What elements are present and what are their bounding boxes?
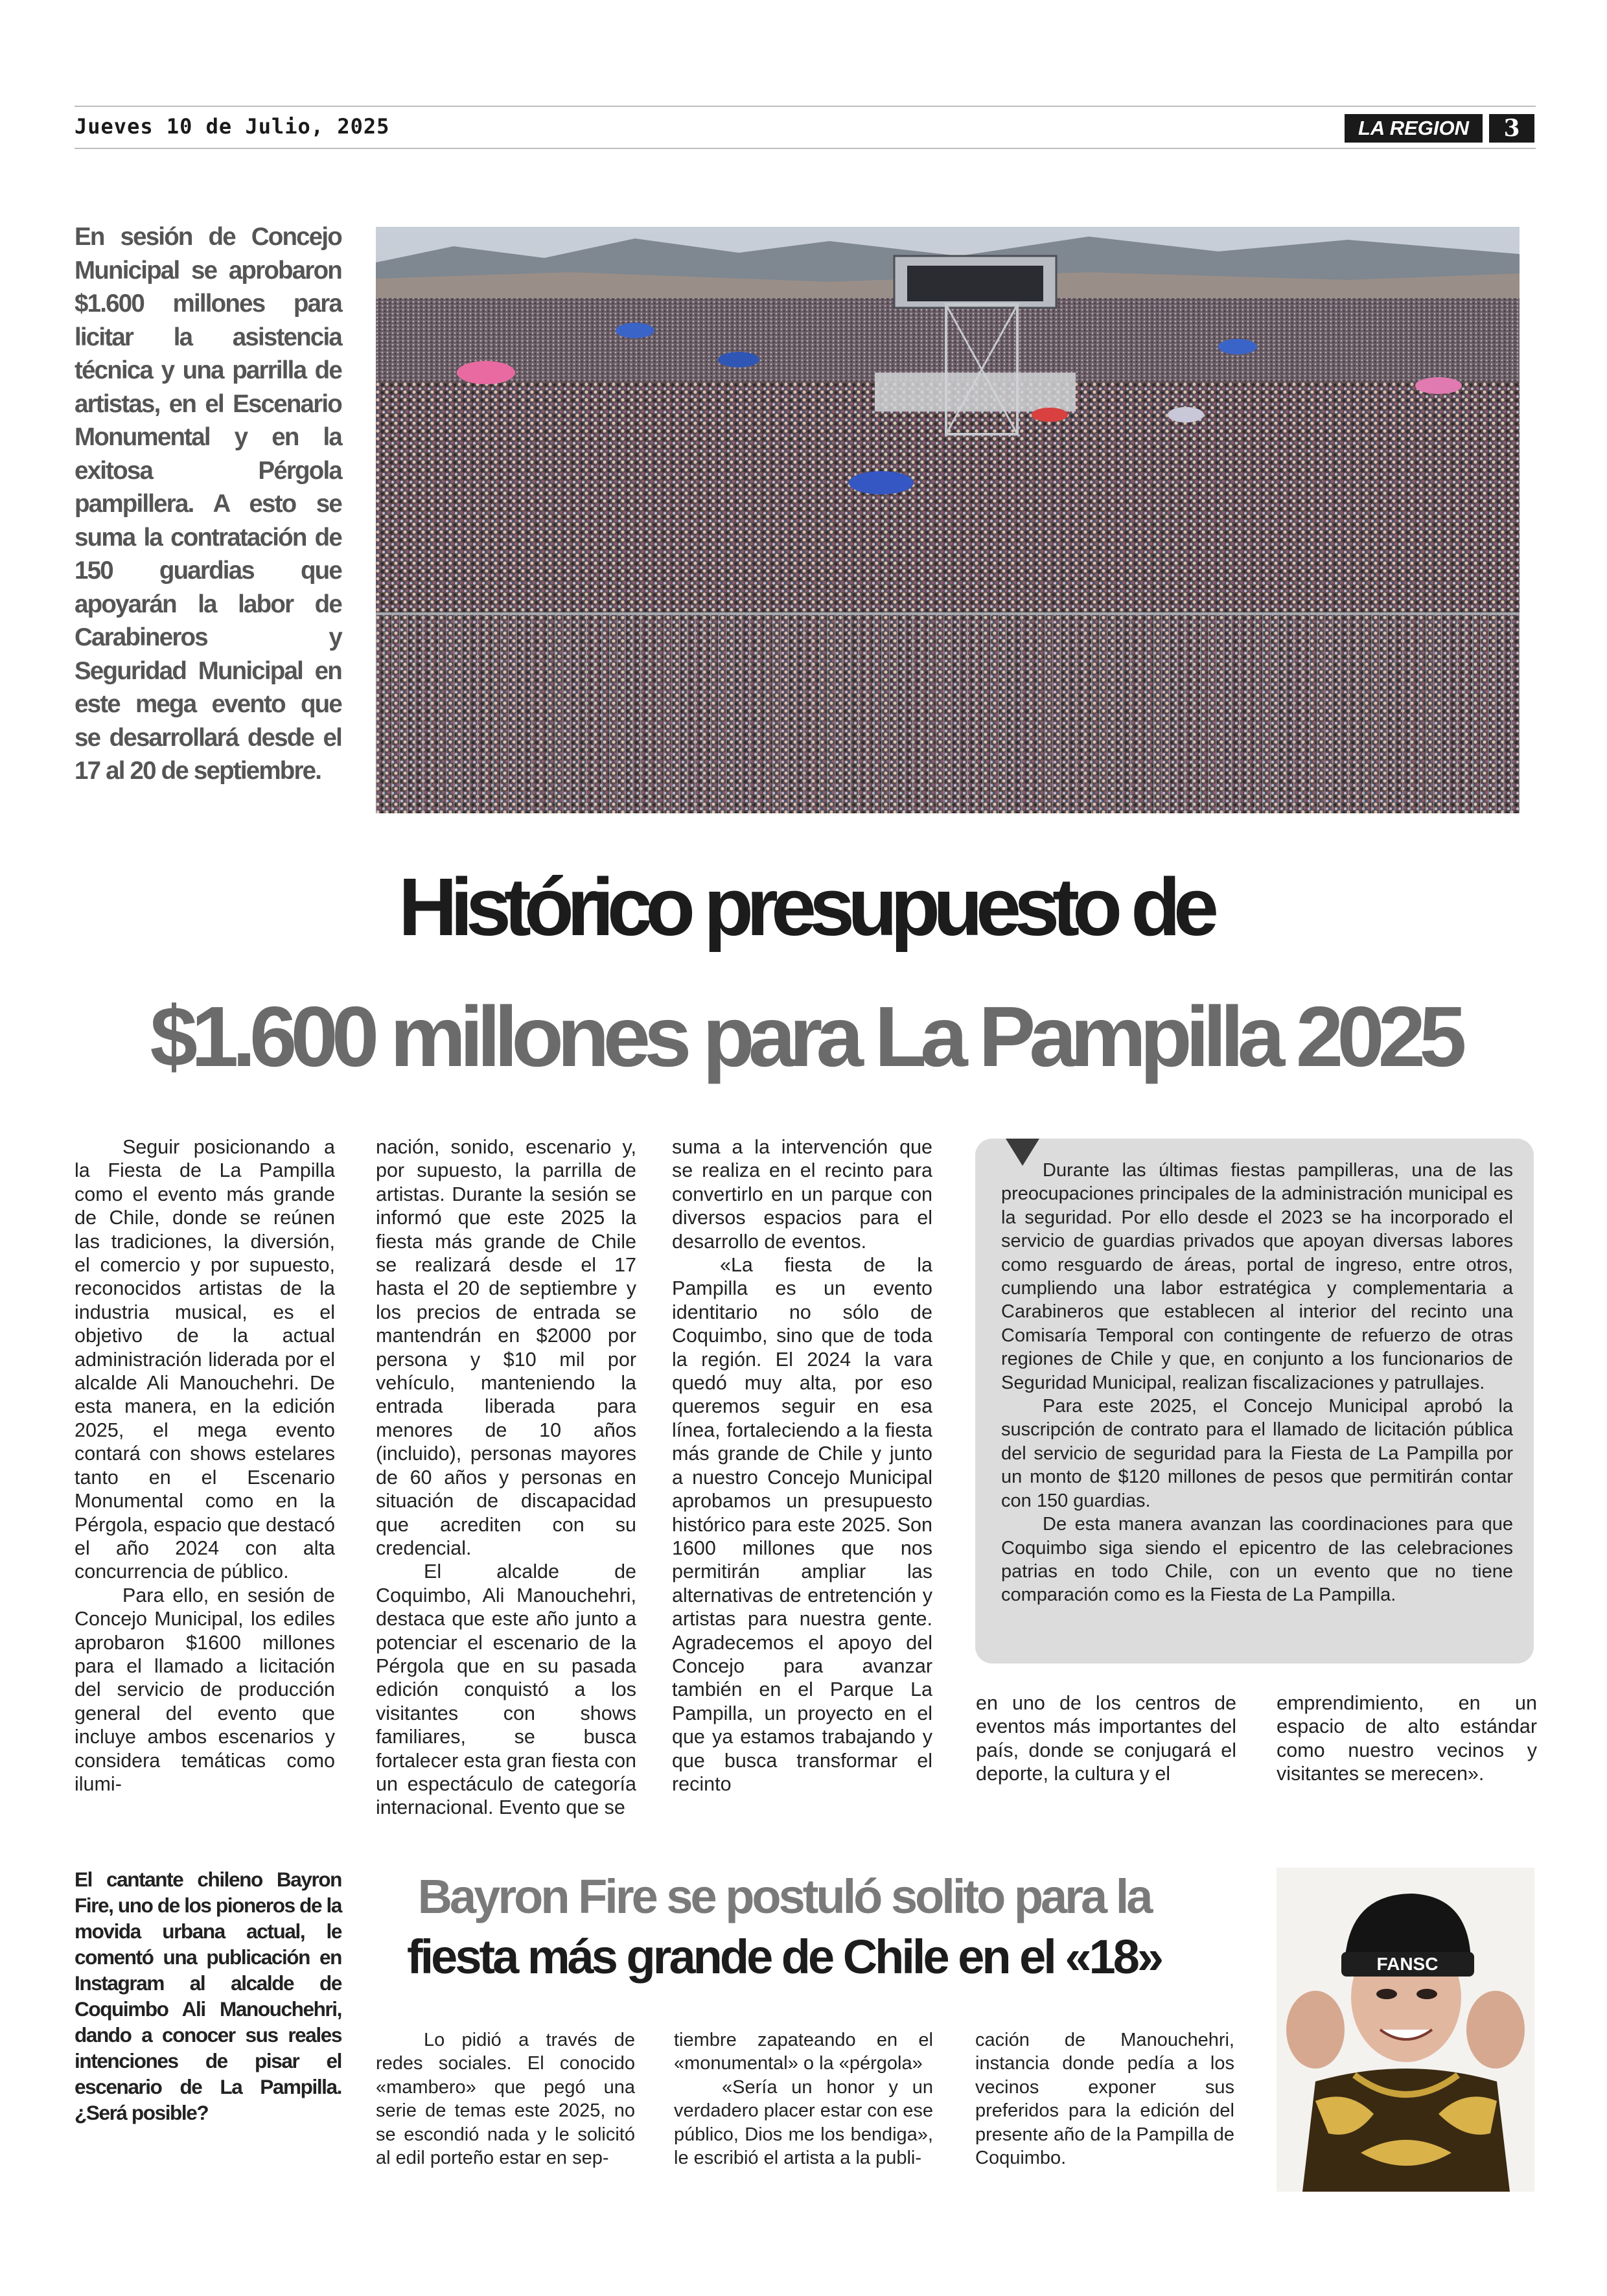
story1-lead: En sesión de Concejo Municipal se aprobaron $1.600 millones para licitar la asistencia técnica y una parrilla de artistas, en el Escenario Monumental y en la exitosa Pérgola pampillera. A esto se suma la contratación de 150 guardias que apoyarán la labor de Carabineros y Seguridad Municipal en este mega evento que se desarrollará desde el 17 al 20 de septiembre. <box>75 223 341 785</box>
issue-date: Jueves 10 de Julio, 2025 <box>75 114 390 139</box>
story1-headline-line1: Histórico presupuesto de <box>398 861 1212 953</box>
paragraph: emprendimiento, en un espacio de alto estándar como nuestro vecinos y visitantes se merecen». <box>1277 1692 1537 1785</box>
artist-portrait-photo <box>1277 1868 1534 2192</box>
paragraph: tiembre zapateando en el «monumental» o la «pérgola» <box>674 2030 933 2074</box>
paragraph: cación de Manouchehri, instancia donde pedía a los vecinos exponer sus preferidos para la edición del presente año de la Pampilla de Coquimbo. <box>975 2030 1234 2169</box>
story1-column-4 <box>976 1691 1236 1786</box>
story1-column-5 <box>1277 1691 1537 1786</box>
story2-column-1 <box>376 2028 635 2170</box>
beanie-text: FANSC <box>1376 1954 1439 1974</box>
story1-column-2 <box>376 1135 636 1820</box>
story2-headline-line2: fiesta más grande de Chile en el «18» <box>406 1930 1162 1984</box>
header-bottom-rule <box>75 148 1536 149</box>
story1-headline-line2: $1.600 millones para La Pampilla 2025 <box>150 989 1461 1084</box>
newspaper-logo: LA REGION <box>1345 114 1483 143</box>
paragraph: Seguir posicionando a la Fiesta de La Pampilla como el evento más grande de Chile, donde se reúnen las tradiciones, la diversión, el comercio y por supuesto, reconocidos artistas de la industria musical, es el objetivo de la actual administración liderada por el alcalde Ali Manouchehri. De esta manera, en la edición 2025, el mega evento contará con shows estelares tanto en el Escenario Monumental como en la Pérgola, espacio que destacó el año 2024 con alta concurrencia de público. <box>75 1136 335 1583</box>
story1-column-3 <box>672 1135 932 1796</box>
paragraph: Para ello, en sesión de Concejo Municipal, los ediles aprobaron $1600 millones para el llamado a licitación del servicio de producción general del evento que incluye ambos escenarios y considera temáticas como ilumi- <box>75 1584 335 1795</box>
paragraph: Durante las últimas fiestas pampilleras, una de las preocupaciones principales de la administración municipal es la seguridad. Por ello desde el 2023 se ha incorporado el servicio de guardias privados que apoyan diversas labores como resguardo de áreas, portal de ingreso, entre otros, cumpliendo una labor estratégica y complementaria a Carabineros que establecen al interior del recinto una Comisaría Temporal con contingente de refuerzo de otras regiones de Chile y que, en conjunto a los funcionarios de Seguridad Municipal, realizan fiscalizaciones y patrullajes. <box>1001 1160 1513 1393</box>
security-sidebar-text <box>1001 1159 1513 1607</box>
story2-lead: El cantante chileno Bayron Fire, uno de los pioneros de la movida urbana actual, le comentó una publicación en Instagram al alcalde de Coquimbo Ali Manouchehri, dando a conocer sus reales intenciones de pisar el escenario de La Pampilla. ¿Será posible? <box>75 1868 341 2124</box>
paragraph: Lo pidió a través de redes sociales. El conocido «mambero» que pegó una serie de temas este 2025, no se escondió nada y le solicitó al edil porteño estar en sep- <box>376 2030 635 2169</box>
paragraph: «La fiesta de la Pampilla es un evento identitario no sólo de Coquimbo, sino que de toda la región. El 2024 la vara quedó muy alta, por eso queremos seguir en esa línea, fortaleciendo a la fiesta más grande de Chile y junto a nuestro Concejo Municipal aprobamos un presupuesto histórico para este 2025. Son 1600 millones que nos permitirán ampliar las alternativas de entretención y artistas para nuestra gente. Agradecemos el apoyo del Concejo para avanzar también en el Parque La Pampilla, un proyecto en el que ya estamos trabajando y que busca transformar el recinto <box>672 1254 932 1795</box>
paragraph: Para este 2025, el Concejo Municipal aprobó la suscripción de contrato para el llamado de licitación pública del servicio de seguridad para la Fiesta de La Pampilla por un monto de $120 millones de pesos que permitirán contar con 150 guardias. <box>1001 1396 1513 1511</box>
page-number: 3 <box>1489 114 1534 143</box>
paragraph: en uno de los centros de eventos más importantes del país, donde se conjugará el deporte, la cultura y el <box>976 1692 1236 1785</box>
paragraph: El alcalde de Coquimbo, Ali Manouchehri, destaca que este año junto a potenciar el escenario de la Pérgola que en su pasada edición conquistó a los visitantes con shows familiares, se busca fortalecer esta gran fiesta con un espectáculo de categoría internacional. Evento que se <box>376 1560 636 1819</box>
story1-column-1 <box>75 1135 335 1796</box>
crowd-photo <box>376 227 1520 813</box>
paragraph: De esta manera avanzan las coordinaciones para que Coquimbo siga siendo el epicentro de las celebraciones patrias en todo Chile, con un evento que no tiene comparación como es la Fiesta de La Pampilla. <box>1001 1514 1513 1606</box>
header-top-rule <box>75 106 1536 107</box>
story2-column-2 <box>674 2028 933 2170</box>
paragraph: suma a la intervención que se realiza en el recinto para convertirlo en un parque con diversos espacios para el desarrollo de eventos. <box>672 1136 932 1253</box>
story2-headline-line1: Bayron Fire se postuló solito para la <box>417 1870 1151 1923</box>
story2-column-3 <box>975 2028 1234 2170</box>
paragraph: nación, sonido, escenario y, por supuesto, la parrilla de artistas. Durante la sesión se informó que este 2025 la fiesta más grande de Chile se realizará desde el 17 hasta el 20 de septiembre y los precios de entrada se mantendrán en $2000 por persona y $10 mil por vehículo, manteniendo la entrada liberada para menores de 10 años (incluido), personas mayores de 60 años y personas en situación de discapacidad que acrediten con su credencial. <box>376 1136 636 1559</box>
paragraph: «Sería un honor y un verdadero placer estar con ese público, Dios me los bendiga», le escribió el artista a la publi- <box>674 2076 933 2169</box>
